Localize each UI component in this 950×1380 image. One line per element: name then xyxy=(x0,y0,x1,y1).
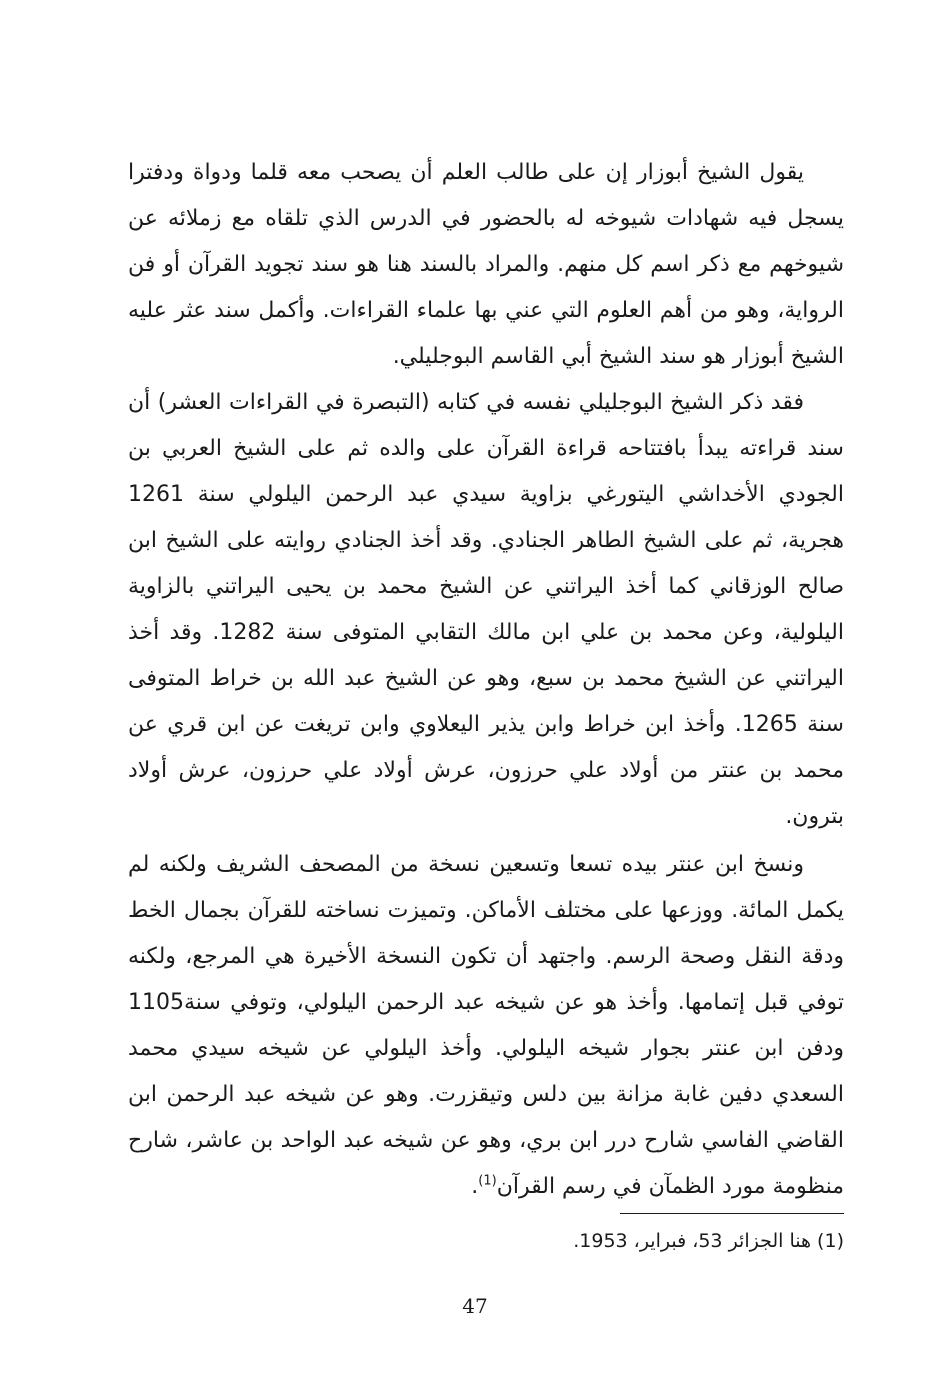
paragraph-2: فقد ذكر الشيخ البوجليلي نفسه في كتابه (التبصرة في القراءات العشر) أن سند قراءته يبدأ بافتتاحه قراءة القرآن على والده ثم على الشيخ العربي بن الجودي الأخداشي اليتورغي بزاوية سيدي عبد الرحمن اليلولي سنة 1261 هجرية، ثم على الشيخ الطاهر الجنادي. وقد أخذ الجنادي روايته على الشيخ ابن صالح الوزقاني كما أخذ اليراتني عن الشيخ محمد بن يحيى اليراتني بالزاوية اليلولية، وعن محمد بن علي ابن مالك التقابي المتوفى سنة 1282. وقد أخذ اليراتني عن الشيخ محمد بن سبع، وهو عن الشيخ عبد الله بن خراط المتوفى سنة 1265. وأخذ ابن خراط وابن يذير اليعلاوي وابن تريغت عن ابن قري عن محمد بن عنتر من أولاد علي حرزون، عرش أولاد علي حرزون، عرش أولاد بترون. xyxy=(128,390,845,829)
paragraph-3 xyxy=(128,842,844,1210)
footnote-reference: (1) xyxy=(478,1173,497,1189)
footnote-divider xyxy=(620,1213,844,1214)
footnote: (1) هنا الجزائر 53، فبراير، 1953. xyxy=(573,1230,844,1252)
paragraph-1: يقول الشيخ أبوزار إن على طالب العلم أن يصحب معه قلما ودواة ودفترا يسجل فيه شهادات شيوخه له بالحضور في الدرس الذي تلقاه مع زملائه عن شيوخهم مع ذكر اسم كل منهم. والمراد بالسند هنا هو سند تجويد القرآن أو فن الرواية، وهو من أهم العلوم التي عني بها علماء القراءات. وأكمل سند عثر عليه الشيخ أبوزار هو سند الشيخ أبي القاسم البوجليلي. xyxy=(128,160,844,369)
paragraph-3-text: ونسخ ابن عنتر بيده تسعا وتسعين نسخة من المصحف الشريف ولكنه لم يكمل المائة. ووزعها على مختلف الأماكن. وتميزت نساخته للقرآن بجمال الخط ودقة النقل وصحة الرسم. واجتهد أن تكون النسخة الأخيرة هي المرجع، ولكنه توفي قبل إتمامها. وأخذ هو عن شيخه عبد الرحمن اليلولي، وتوفي سنة1105 ودفن ابن عنتر بجوار شيخه اليلولي. وأخذ اليلولي عن شيخه سيدي محمد السعدي دفين غابة مزانة بين دلس وتيقزرت. وهو عن شيخه عبد الرحمن ابن القاضي الفاسي شارح درر ابن بري، وهو عن شيخه عبد الواحد بن عاشر، شارح منظومة مورد الظمآن في رسم القرآن xyxy=(128,852,844,1199)
paragraph-3-end: . xyxy=(471,1174,479,1199)
page-number: 47 xyxy=(462,1294,488,1318)
